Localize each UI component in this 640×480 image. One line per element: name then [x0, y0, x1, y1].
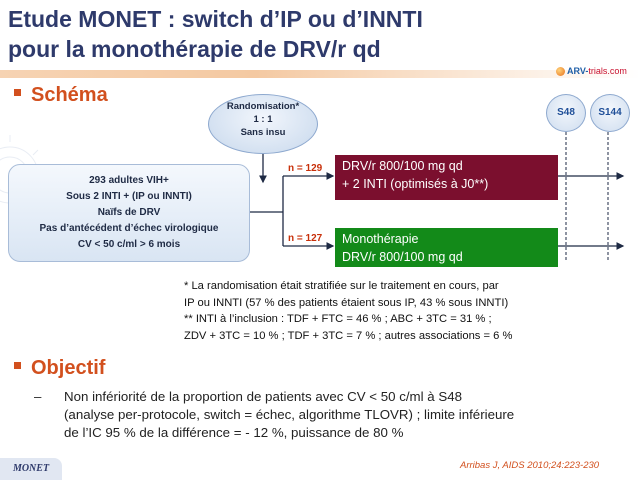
objective-line: Non infériorité de la proportion de patients avec CV < 50 c/ml à S48: [64, 389, 463, 404]
study-tab: MONET: [0, 458, 62, 480]
section-heading-objective: [14, 357, 105, 380]
arm2-n-label: n = 127: [288, 233, 323, 244]
randomisation-ratio: 1 : 1: [253, 114, 273, 125]
arm1-n-label: n = 129: [288, 163, 323, 174]
title-line-2: pour la monothérapie de DRV/r qd: [8, 36, 381, 62]
population-line: CV < 50 c/ml > 6 mois: [77, 239, 181, 250]
randomisation-label: Randomisation*: [226, 101, 300, 112]
footnote-line: * La randomisation était stratifiée sur le traitement en cours, par: [184, 280, 499, 292]
population-box: [8, 164, 250, 262]
logo-prefix: ARV-: [567, 66, 589, 76]
footnote-line: IP ou INNTI (57 % des patients étaient sous IP, 43 % sous INNTI): [184, 296, 509, 309]
population-line: 293 adultes VIH+: [89, 175, 169, 186]
arm1-line2: + 2 INTI (optimisés à J0**): [342, 177, 489, 191]
arm1-box: [335, 155, 558, 200]
randomisation-ellipse: [208, 94, 318, 154]
objective-line: (analyse per-protocole, switch = échec, algorithme TLOVR) ; limite inférieure: [64, 407, 515, 422]
square-bullet-icon: [14, 362, 21, 369]
footnote-line: ZDV + 3TC = 10 % ; TDF + 3TC = 7 % ; autres associations = 6 %: [184, 329, 513, 342]
arm2-line1: Monothérapie: [342, 232, 419, 246]
arm2-line2: DRV/r 800/100 mg qd: [342, 250, 463, 264]
population-line: Pas d’antécédent d’échec virologique: [39, 223, 219, 234]
section-heading-objective-label: Objectif: [31, 357, 106, 379]
footnotes: [184, 278, 634, 344]
footnote-line: ** INTI à l’inclusion : TDF + FTC = 46 % ; ABC + 3TC = 31 % ;: [184, 313, 492, 325]
arm1-line1: DRV/r 800/100 mg qd: [342, 159, 463, 173]
population-line: Sous 2 INTI + (IP ou INNTI): [66, 191, 192, 202]
section-heading-schema-label: Schéma: [31, 84, 108, 106]
objective-text: [34, 388, 624, 442]
logo-suffix: trials.com: [588, 66, 627, 76]
randomisation-blinding: Sans insu: [240, 127, 286, 138]
objective-line: de l’IC 95 % de la différence = - 12 %, puissance de 80 %: [64, 425, 404, 440]
timepoint-s48: S48: [546, 94, 586, 132]
dash-bullet: –: [34, 389, 42, 404]
arm2-box: [335, 228, 558, 267]
citation: Arribas J, AIDS 2010;24:223-230: [460, 460, 600, 471]
population-line: Naïfs de DRV: [97, 207, 161, 218]
timepoint-s144: S144: [590, 94, 630, 132]
title-line-1: Etude MONET : switch d’IP ou d’INNTI: [8, 6, 423, 32]
